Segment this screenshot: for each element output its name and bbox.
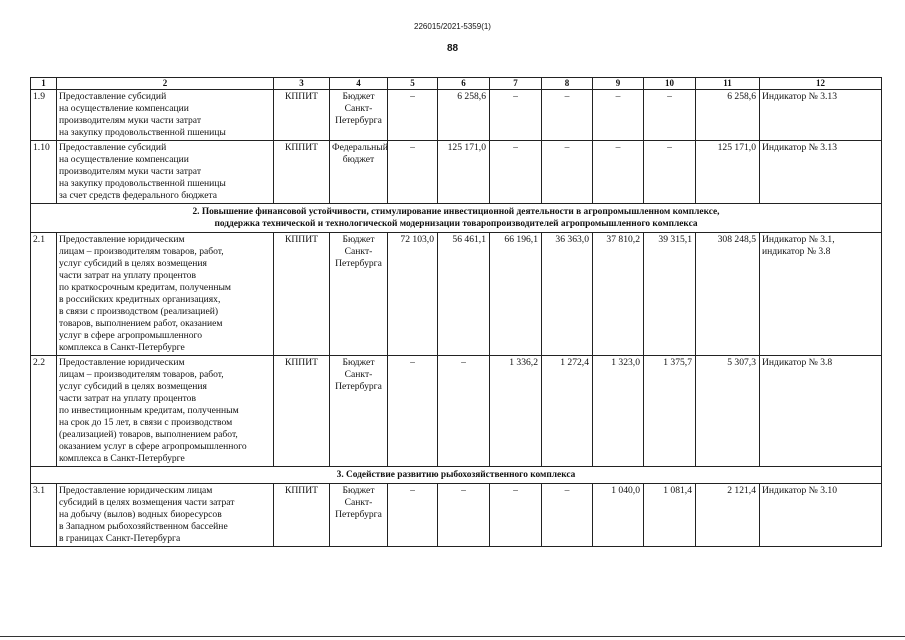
text-line: части затрат на уплату процентов: [59, 270, 197, 281]
text-line: Индикатор № 3.13: [762, 91, 838, 102]
text-line: Индикатор № 3.8: [762, 357, 833, 368]
column-header: 2: [57, 78, 274, 90]
indicator: [760, 233, 882, 356]
text-line: на срок до 15 лет, в связи с производством: [59, 417, 233, 428]
text-line: на осуществление компенсации: [59, 103, 189, 114]
executor: КППИТ: [274, 90, 330, 141]
column-header: 4: [330, 78, 388, 90]
text-line: Бюджет: [342, 91, 375, 102]
text-line: бюджет: [342, 154, 375, 165]
text-line: на закупку продовольственной пшеницы: [59, 178, 226, 189]
year-value: 36 363,0: [542, 233, 593, 356]
program-table: [30, 77, 882, 547]
column-header: 3: [274, 78, 330, 90]
text-line: Индикатор № 3.10: [762, 485, 838, 496]
page-bottom-edge: [0, 636, 905, 637]
text-line: в российских кредитных организациях,: [59, 294, 221, 305]
text-line: в Западном рыбохозяйственном бассейне: [59, 521, 228, 532]
section-row: [31, 467, 882, 484]
indicator: [760, 356, 882, 467]
text-line: производителям муки части затрат: [59, 166, 202, 177]
text-line: за счет средств федерального бюджета: [59, 190, 218, 201]
section-row: [31, 204, 882, 233]
year-value: –: [644, 141, 696, 204]
text-line: Петербурга: [335, 509, 382, 520]
table-row: [31, 141, 882, 204]
year-value: 39 315,1: [644, 233, 696, 356]
text-line: Петербурга: [335, 381, 382, 392]
row-number: 1.9: [31, 90, 57, 141]
measure-name: [57, 484, 274, 547]
year-value: –: [593, 90, 644, 141]
text-line: Санкт-: [344, 497, 373, 508]
text-line: услуг субсидий в целях возмещения: [59, 381, 207, 392]
text-line: услуг субсидий в целях возмещения: [59, 258, 207, 269]
column-header: 12: [760, 78, 882, 90]
year-value: –: [644, 90, 696, 141]
text-line: Федеральный: [332, 142, 388, 153]
text-line: Бюджет: [342, 234, 375, 245]
year-value: –: [490, 484, 542, 547]
text-line: Предоставление юридическим: [59, 357, 185, 368]
page-number: 88: [446, 43, 459, 54]
year-value: 125 171,0: [438, 141, 490, 204]
text-line: Предоставление субсидий: [59, 142, 167, 153]
table-row: [31, 356, 882, 467]
year-value: 66 196,1: [490, 233, 542, 356]
text-line: в связи с производством (реализацией): [59, 306, 219, 317]
text-line: оказанием услуг в сфере агропромышленного: [59, 441, 247, 452]
text-line: по краткосрочным кредитам, полученным: [59, 282, 231, 293]
year-value: –: [388, 484, 438, 547]
indicator: [760, 90, 882, 141]
text-line: Бюджет: [342, 357, 375, 368]
column-header: 5: [388, 78, 438, 90]
year-value: –: [388, 356, 438, 467]
total-value: 2 121,4: [696, 484, 760, 547]
measure-name: [57, 356, 274, 467]
funding-source: [330, 233, 388, 356]
document-code: 226015/2021-5359(1): [414, 22, 491, 31]
text-line: поддержка технической и технологической модернизации товаропроизводителей агропромышленного комплекса: [214, 219, 698, 229]
text-line: на добычу (вылов) водных биоресурсов: [59, 509, 222, 520]
table-row: [31, 90, 882, 141]
text-line: по инвестиционным кредитам, полученным: [59, 405, 239, 416]
total-value: 308 248,5: [696, 233, 760, 356]
year-value: –: [542, 484, 593, 547]
text-line: Санкт-: [344, 246, 373, 257]
measure-name: [57, 141, 274, 204]
year-value: 1 323,0: [593, 356, 644, 467]
year-value: 1 081,4: [644, 484, 696, 547]
row-number: 1.10: [31, 141, 57, 204]
year-value: 72 103,0: [388, 233, 438, 356]
text-line: производителям муки части затрат: [59, 115, 202, 126]
text-line: индикатор № 3.8: [762, 246, 831, 257]
year-value: 37 810,2: [593, 233, 644, 356]
indicator: [760, 141, 882, 204]
total-value: 5 307,3: [696, 356, 760, 467]
year-value: –: [388, 90, 438, 141]
text-line: Индикатор № 3.13: [762, 142, 838, 153]
text-line: субсидий в целях возмещения части затрат: [59, 497, 235, 508]
funding-source: [330, 484, 388, 547]
column-header: 10: [644, 78, 696, 90]
year-value: 56 461,1: [438, 233, 490, 356]
year-value: –: [438, 356, 490, 467]
text-line: Индикатор № 3.1,: [762, 234, 835, 245]
year-value: 1 336,2: [490, 356, 542, 467]
text-line: Петербурга: [335, 258, 382, 269]
executor: КППИТ: [274, 484, 330, 547]
text-line: части затрат на уплату процентов: [59, 393, 197, 404]
text-line: Санкт-: [344, 103, 373, 114]
text-line: 2. Повышение финансовой устойчивости, стимулирование инвестиционной деятельности в агропромышленном комплексе,: [192, 207, 720, 217]
year-value: 1 040,0: [593, 484, 644, 547]
year-value: 1 375,7: [644, 356, 696, 467]
row-number: 2.2: [31, 356, 57, 467]
text-line: Петербурга: [335, 115, 382, 126]
year-value: –: [438, 484, 490, 547]
measure-name: [57, 233, 274, 356]
text-line: 3. Содействие развитию рыбохозяйственного комплекса: [336, 470, 576, 480]
text-line: на закупку продовольственной пшеницы: [59, 127, 226, 138]
year-value: –: [542, 90, 593, 141]
measure-name: [57, 90, 274, 141]
section-title: [31, 467, 882, 484]
year-value: 6 258,6: [438, 90, 490, 141]
row-number: 2.1: [31, 233, 57, 356]
executor: КППИТ: [274, 233, 330, 356]
funding-source: [330, 90, 388, 141]
column-header: 8: [542, 78, 593, 90]
text-line: в границах Санкт-Петербурга: [59, 533, 181, 544]
year-value: 1 272,4: [542, 356, 593, 467]
row-number: 3.1: [31, 484, 57, 547]
executor: КППИТ: [274, 356, 330, 467]
column-header: 11: [696, 78, 760, 90]
column-header: 1: [31, 78, 57, 90]
column-header-row: [31, 78, 882, 90]
total-value: 125 171,0: [696, 141, 760, 204]
text-line: Предоставление юридическим лицам: [59, 485, 213, 496]
text-line: комплекса в Санкт-Петербурге: [59, 342, 185, 353]
text-line: на осуществление компенсации: [59, 154, 189, 165]
text-line: лицам – производителям товаров, работ,: [59, 369, 224, 380]
indicator: [760, 484, 882, 547]
text-line: Предоставление юридическим: [59, 234, 185, 245]
year-value: –: [593, 141, 644, 204]
year-value: –: [490, 141, 542, 204]
text-line: услуг в сфере агропромышленного: [59, 330, 203, 341]
total-value: 6 258,6: [696, 90, 760, 141]
executor: КППИТ: [274, 141, 330, 204]
section-title: [31, 204, 882, 233]
column-header: 6: [438, 78, 490, 90]
text-line: Санкт-: [344, 369, 373, 380]
text-line: комплекса в Санкт-Петербурге: [59, 453, 185, 464]
text-line: товаров, выполнением работ, оказанием: [59, 318, 223, 329]
text-line: Предоставление субсидий: [59, 91, 167, 102]
year-value: –: [490, 90, 542, 141]
funding-source: [330, 356, 388, 467]
text-line: Бюджет: [342, 485, 375, 496]
text-line: (реализацией) товаров, выполнением работ,: [59, 429, 238, 440]
column-header: 9: [593, 78, 644, 90]
column-header: 7: [490, 78, 542, 90]
funding-source: [330, 141, 388, 204]
year-value: –: [388, 141, 438, 204]
table-row: [31, 233, 882, 356]
text-line: лицам – производителям товаров, работ,: [59, 246, 224, 257]
year-value: –: [542, 141, 593, 204]
table-row: [31, 484, 882, 547]
